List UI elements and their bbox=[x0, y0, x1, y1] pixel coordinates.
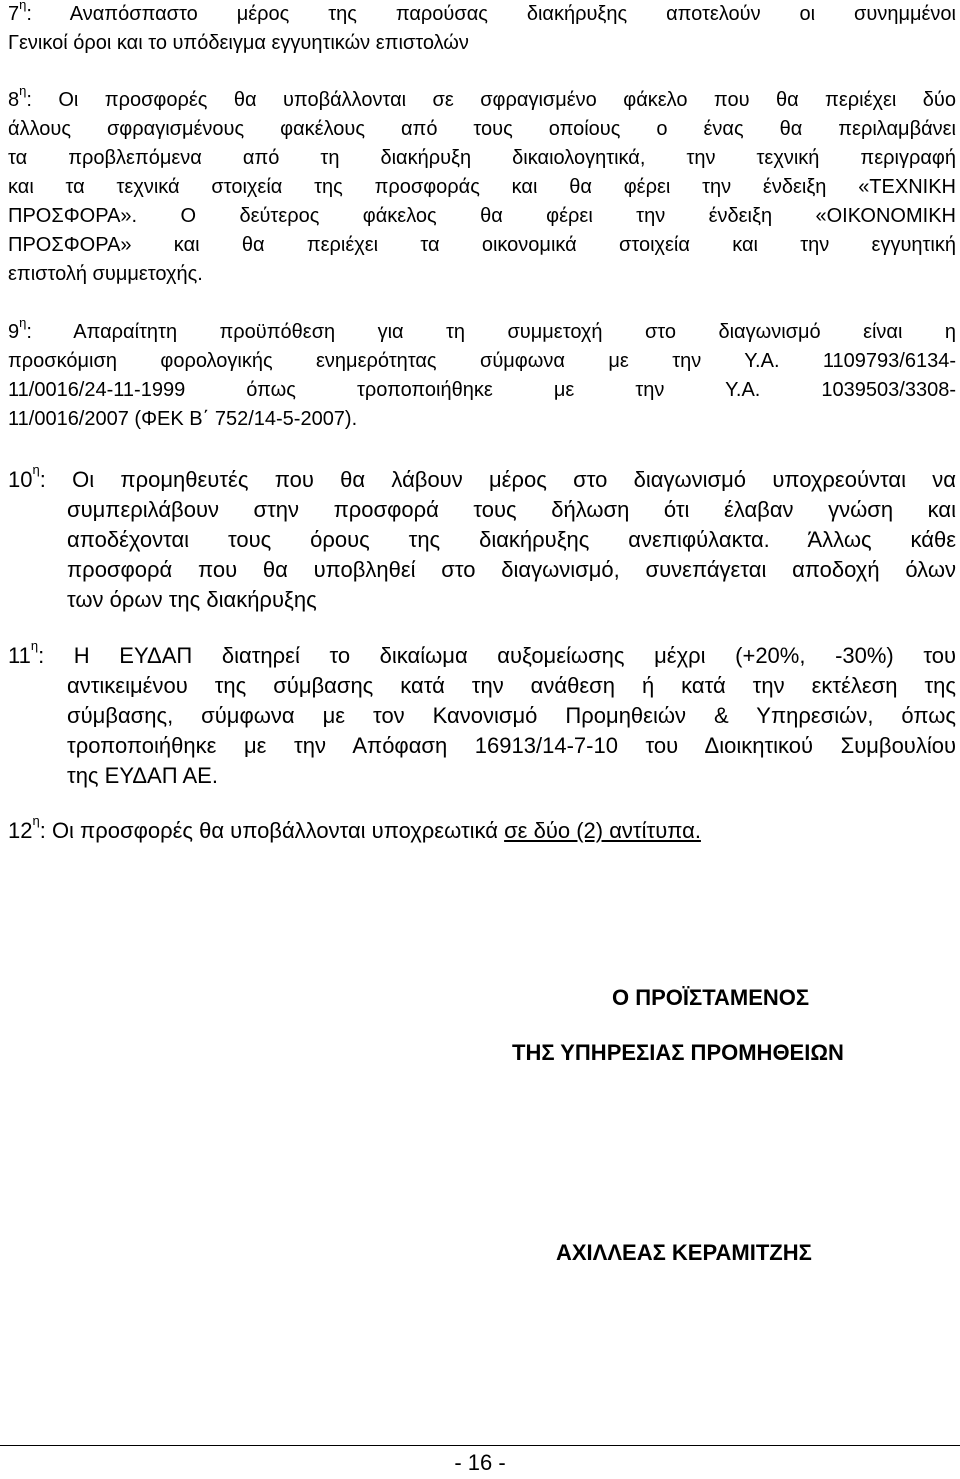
clause-10-line: συμπεριλάβουν στην προσφορά τους δήλωση ότι έλαβαν γνώση και bbox=[67, 497, 956, 522]
footer-divider bbox=[0, 1445, 960, 1446]
clause-9 bbox=[8, 315, 956, 434]
clause-8-line: άλλους σφραγισμένους φακέλους από τους οποίους ο ένας θα περιλαμβάνει bbox=[8, 118, 956, 140]
clause-8-ordinal: η bbox=[19, 83, 27, 98]
clause-11-line: σύμβασης, σύμφωνα με τον Κανονισμό Προμηθειών & Υπηρεσιών, όπως bbox=[67, 703, 956, 728]
page-number: - 16 - bbox=[454, 1450, 506, 1475]
clause-10-line: προσφορά που θα υποβληθεί στο διαγωνισμό, συνεπάγεται αποδοχή όλων bbox=[67, 557, 956, 582]
clause-10-line: αποδέχονται τους όρους της διακήρυξης ανεπιφύλακτα. Άλλως κάθε bbox=[67, 527, 956, 552]
clause-10 bbox=[8, 462, 956, 615]
clause-12-number: 12 bbox=[8, 818, 33, 843]
clause-7-line: Γενικοί όροι και το υπόδειγμα εγγυητικών επιστολών bbox=[8, 32, 469, 54]
clause-7-ordinal: η bbox=[19, 0, 27, 12]
clause-8-line: τα προβλεπόμενα από τη διακήρυξη δικαιολογητικά, την τεχνική περιγραφή bbox=[8, 147, 956, 169]
clause-10-number: 10 bbox=[8, 467, 33, 492]
clause-9-line: προσκόμιση φορολογικής ενημερότητας σύμφωνα με την Υ.Α. 1109793/6134- bbox=[8, 350, 956, 372]
clause-11-ordinal: η bbox=[30, 638, 39, 653]
clause-10-line: : Οι προμηθευτές που θα λάβουν μέρος στο διαγωνισμό υποχρεούνται να bbox=[39, 467, 956, 492]
clause-8-line: ΠΡΟΣΦΟΡΑ». Ο δεύτερος φάκελος θα φέρει την ένδειξη «ΟΙΚΟΝΟΜΙΚΗ bbox=[8, 205, 956, 227]
clause-7-line: : Αναπόσπαστο μέρος της παρούσας διακήρυξης αποτελούν οι συνημμένοι bbox=[26, 3, 956, 25]
clause-11-line: αντικειμένου της σύμβασης κατά την ανάθεση ή κατά την εκτέλεση της bbox=[67, 673, 956, 698]
clause-10-ordinal: η bbox=[32, 462, 40, 477]
clause-8-number: 8 bbox=[8, 89, 20, 111]
signature-name: ΑΧΙΛΛΕΑΣ ΚΕΡΑΜΙΤΖΗΣ bbox=[556, 1240, 812, 1265]
signature-title-line1: Ο ΠΡΟΪΣΤΑΜΕΝΟΣ bbox=[612, 985, 810, 1010]
clause-9-line: 11/0016/2007 (ΦΕΚ Β΄ 752/14-5-2007). bbox=[8, 408, 358, 430]
clause-11-line: : Η ΕΥΔΑΠ διατηρεί το δικαίωμα αυξομείωσης μέχρι (+20%, -30%) του bbox=[38, 643, 956, 668]
clause-11-number: 11 bbox=[8, 643, 31, 668]
clause-8-line: επιστολή συμμετοχής. bbox=[8, 263, 203, 285]
clause-11-line: τροποποιήθηκε με την Απόφαση 16913/14-7-10 του Διοικητικού Συμβουλίου bbox=[67, 733, 956, 758]
clause-9-line: 11/0016/24-11-1999 όπως τροποποιήθηκε με την Υ.Α. 1039503/3308- bbox=[8, 379, 956, 401]
clause-8 bbox=[8, 83, 956, 289]
clause-8-line: ΠΡΟΣΦΟΡΑ» και θα περιέχει τα οικονομικά στοιχεία και την εγγυητική bbox=[8, 234, 956, 256]
clause-12-line: : Οι προσφορές θα υποβάλλονται υποχρεωτικά bbox=[39, 818, 505, 843]
clause-11-line: της ΕΥΔΑΠ ΑΕ. bbox=[67, 763, 218, 788]
clause-11 bbox=[8, 638, 956, 791]
clause-7 bbox=[8, 0, 956, 58]
clause-9-number: 9 bbox=[8, 321, 20, 343]
clause-7-number: 7 bbox=[8, 3, 20, 25]
clause-12-underlined: σε δύο (2) αντίτυπα. bbox=[504, 818, 701, 843]
clause-10-line: των όρων της διακήρυξης bbox=[67, 587, 317, 612]
clause-12 bbox=[8, 813, 956, 846]
clause-9-ordinal: η bbox=[19, 315, 27, 330]
clause-12-ordinal: η bbox=[32, 813, 40, 828]
clause-8-line: και τα τεχνικά στοιχεία της προσφοράς και θα φέρει την ένδειξη «ΤΕΧΝΙΚΗ bbox=[8, 176, 956, 198]
signature-title-line2: ΤΗΣ ΥΠΗΡΕΣΙΑΣ ΠΡΟΜΗΘΕΙΩΝ bbox=[512, 1040, 844, 1065]
clause-9-line: : Απαραίτητη προϋπόθεση για τη συμμετοχή στο διαγωνισμό είναι η bbox=[26, 321, 956, 343]
clause-8-line: : Οι προσφορές θα υποβάλλονται σε σφραγισμένο φάκελο που θα περιέχει δύο bbox=[26, 89, 956, 111]
